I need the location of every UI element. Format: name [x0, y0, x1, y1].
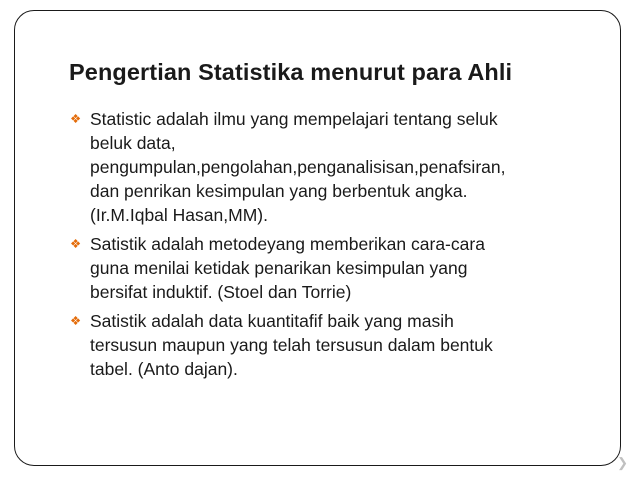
bullet-text-line: Statistic adalah ilmu yang mempelajari tentang seluk	[90, 109, 498, 129]
bullet-item	[69, 232, 609, 304]
bullet-marker-icon: ❖	[70, 237, 82, 251]
bullet-text-line: pengumpulan,pengolahan,penganalisisan,penafsiran,	[90, 157, 506, 177]
bullet-text-line: tabel. (Anto dajan).	[90, 359, 238, 379]
slide-title: Pengertian Statistika menurut para Ahli	[69, 59, 513, 85]
bullet-text-line: dan penrikan kesimpulan yang berbentuk angka.	[90, 181, 468, 201]
bullet-text-line: Satistik adalah metodeyang memberikan cara-cara	[90, 234, 485, 254]
bullet-marker-icon: ❖	[70, 112, 82, 126]
bullet-marker-icon: ❖	[70, 314, 82, 328]
next-slide-arrow-icon[interactable]: ❯	[617, 455, 628, 470]
bullet-item	[69, 107, 609, 227]
bullet-text-line: beluk data,	[90, 133, 176, 153]
bullet-text-line: Satistik adalah data kuantitafif baik yang masih	[90, 311, 454, 331]
bullet-text-line: tersusun maupun yang telah tersusun dalam bentuk	[90, 335, 493, 355]
bullet-list	[69, 107, 609, 386]
bullet-text-line: (Ir.M.Iqbal Hasan,MM).	[90, 205, 268, 225]
bullet-text-line: guna menilai ketidak penarikan kesimpulan yang	[90, 258, 468, 278]
bullet-text-line: bersifat induktif. (Stoel dan Torrie)	[90, 282, 352, 302]
bullet-item	[69, 309, 609, 381]
